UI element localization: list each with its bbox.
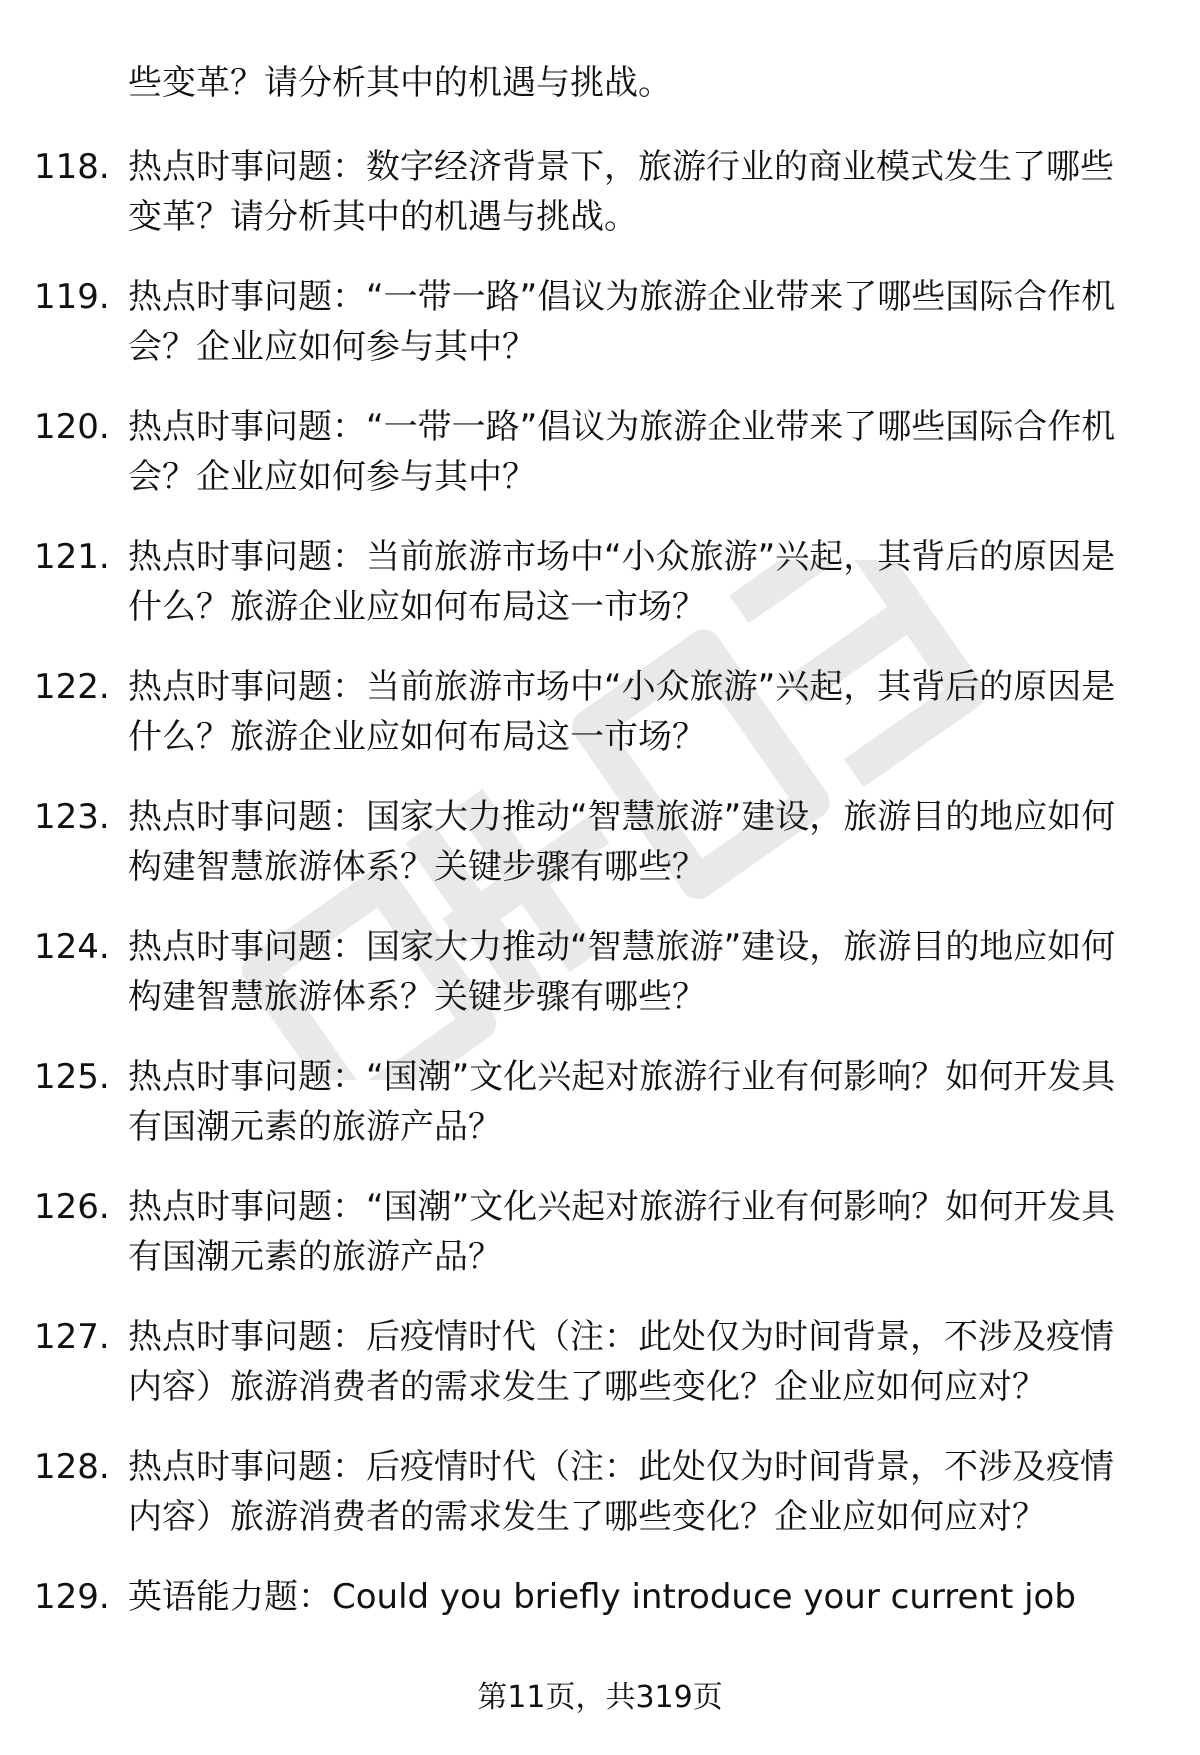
question-number: 122.: [34, 667, 110, 707]
question-list: [0, 142, 1200, 1652]
question-item: [0, 532, 1200, 632]
question-number: 121.: [34, 537, 110, 577]
question-item: [0, 1182, 1200, 1282]
question-item: [0, 662, 1200, 762]
question-item: [0, 1572, 1200, 1622]
question-number: 128.: [34, 1447, 110, 1487]
question-number: 126.: [34, 1187, 110, 1227]
question-text: 热点时事问题：后疫情时代（注：此处仅为时间背景，不涉及疫情内容）旅游消费者的需求发生了哪些变化？企业应如何应对？: [128, 1447, 1114, 1537]
question-number: 129.: [34, 1577, 110, 1617]
question-item: [0, 1442, 1200, 1542]
question-number: 124.: [34, 927, 110, 967]
question-item: [0, 272, 1200, 372]
question-text: 热点时事问题：当前旅游市场中“小众旅游”兴起，其背后的原因是什么？旅游企业应如何布局这一市场？: [128, 667, 1116, 757]
question-text: 热点时事问题：后疫情时代（注：此处仅为时间背景，不涉及疫情内容）旅游消费者的需求发生了哪些变化？企业应如何应对？: [128, 1317, 1114, 1407]
question-number: 125.: [34, 1057, 110, 1097]
question-item: [0, 1312, 1200, 1412]
question-item: [0, 922, 1200, 1022]
question-text: 热点时事问题：数字经济背景下，旅游行业的商业模式发生了哪些变革？请分析其中的机遇与挑战。: [128, 147, 1114, 237]
question-text: 热点时事问题：国家大力推动“智慧旅游”建设，旅游目的地应如何构建智慧旅游体系？关键步骤有哪些？: [128, 797, 1116, 887]
continuation-text: 些变革？请分析其中的机遇与挑战。: [128, 63, 672, 103]
question-number: 119.: [34, 277, 110, 317]
question-item: [0, 402, 1200, 502]
question-number: 123.: [34, 797, 110, 837]
question-text: 热点时事问题：“国潮”文化兴起对旅游行业有何影响？如何开发具有国潮元素的旅游产品？: [128, 1057, 1116, 1147]
question-text: 热点时事问题：“国潮”文化兴起对旅游行业有何影响？如何开发具有国潮元素的旅游产品？: [128, 1187, 1116, 1277]
question-item: [0, 1052, 1200, 1152]
question-text: 英语能力题：Could you briefly introduce your current job: [128, 1577, 1076, 1617]
question-text: 热点时事问题：当前旅游市场中“小众旅游”兴起，其背后的原因是什么？旅游企业应如何布局这一市场？: [128, 537, 1116, 627]
question-item: [0, 142, 1200, 242]
question-text: 热点时事问题：“一带一路”倡议为旅游企业带来了哪些国际合作机会？企业应如何参与其中？: [128, 277, 1116, 367]
question-item: [0, 792, 1200, 892]
question-text: 热点时事问题：“一带一路”倡议为旅游企业带来了哪些国际合作机会？企业应如何参与其中？: [128, 407, 1116, 497]
question-text: 热点时事问题：国家大力推动“智慧旅游”建设，旅游目的地应如何构建智慧旅游体系？关键步骤有哪些？: [128, 927, 1116, 1017]
question-number: 120.: [34, 407, 110, 447]
page-footer: 第11页，共319页: [477, 1680, 723, 1715]
question-number: 127.: [34, 1317, 110, 1357]
question-number: 118.: [34, 147, 110, 187]
